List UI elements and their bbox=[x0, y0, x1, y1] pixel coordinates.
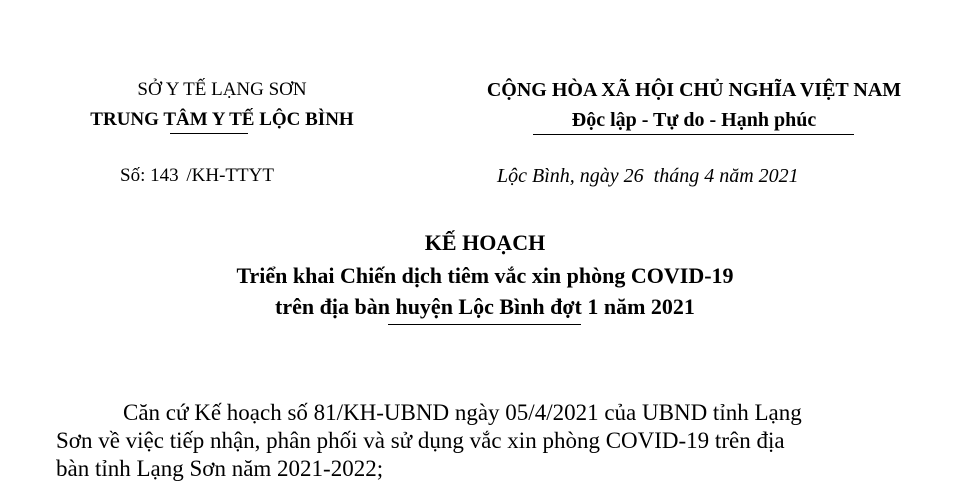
document-title-line1: Triển khai Chiến dịch tiêm vắc xin phòng COVID-19 bbox=[236, 263, 734, 288]
title-underline bbox=[388, 324, 581, 325]
country-name: CỘNG HÒA XÃ HỘI CHỦ NGHĨA VIỆT NAM bbox=[486, 79, 902, 101]
number-value: 143 bbox=[150, 165, 179, 186]
document-type: KẾ HOẠCH bbox=[424, 230, 546, 255]
document-title-line2: trên địa bàn huyện Lộc Bình đợt 1 năm 2021 bbox=[275, 294, 695, 319]
number-code: /KH-TTYT bbox=[186, 165, 274, 186]
place-date-line: Lộc Bình, ngày 26 tháng 4 năm 2021 bbox=[497, 165, 799, 187]
body-paragraph-line: Căn cứ Kế hoạch số 81/KH-UBND ngày 05/4/2021 của UBND tỉnh Lạng bbox=[123, 400, 802, 425]
number-label: Số: bbox=[120, 165, 146, 186]
document-number bbox=[120, 166, 274, 185]
national-motto: Độc lập - Tự do - Hạnh phúc bbox=[571, 109, 817, 131]
organization-name: TRUNG TÂM Y TẾ LỘC BÌNH bbox=[90, 109, 354, 130]
motto-underline bbox=[533, 134, 854, 135]
department-name: SỞ Y TẾ LẠNG SƠN bbox=[137, 79, 307, 100]
body-paragraph-line: bàn tỉnh Lạng Sơn năm 2021-2022; bbox=[56, 456, 384, 481]
organization-underline bbox=[170, 133, 248, 134]
body-paragraph-line: Sơn về việc tiếp nhận, phân phối và sử dụng vắc xin phòng COVID-19 trên địa bbox=[56, 428, 785, 453]
